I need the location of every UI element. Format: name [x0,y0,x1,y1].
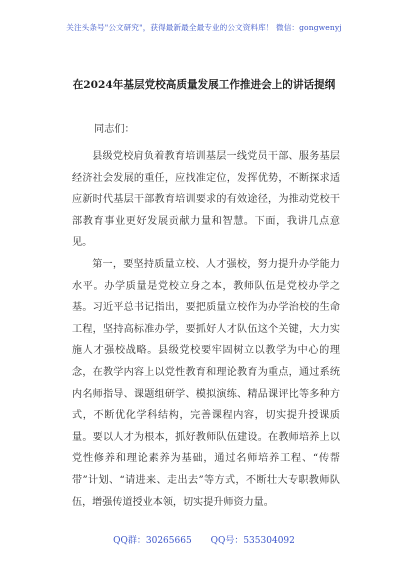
qq-number-text: QQ号：535304092 [210,536,295,546]
document-body [72,146,340,513]
page-title: 在2024年基层党校高质量发展工作推进会上的讲话提纲 [72,79,336,91]
paragraph-intro: 县级党校肩负着教育培训基层一线党员干部、服务基层经济社会发展的重任，应找准定位，发挥优势，不断探求适应新时代基层干部教育培训要求的有效途径，为推动党校干部教育事业更好发展贡献力量和智慧。下面，我讲几点意见。 [72,151,340,249]
header-banner: 关注头条号"公文研究"，获得最新最全最专业的公文资料库！ 微信：gongwenyj [66,23,342,32]
paragraph-first-point: 第一，要坚持质量立校、人才强校，努力提升办学能力水平。办学质量是党校立身之本，教师队伍是党校办学之基。习近平总书记指出，要把质量立校作为办学治校的生命工程，坚持高标准办学，要抓好人才队伍这个关键，大力实施人才强校战略。县级党校要牢固树立以教学为中心的理念，在教学内容上以党性教育和理论教育为重点，通过系统内名师指导、课题组研学、模拟演练、精品课评比等多种方式，不断优化学科结构，完善课程内容，切实提升授课质量。要以人才为根本，抓好教师队伍建设。在教师培养上以党性修养和理论素养为基础，通过名师培养工程、“传帮带”计划、“请进来、走出去”等方式，不断壮大专职教师队伍，增强传道授业本领，切实提升师资力量。 [72,258,340,508]
footer-contacts [0,533,408,546]
qq-group-text: QQ群：30265665 [113,536,192,546]
salutation: 同志们： [94,124,135,135]
